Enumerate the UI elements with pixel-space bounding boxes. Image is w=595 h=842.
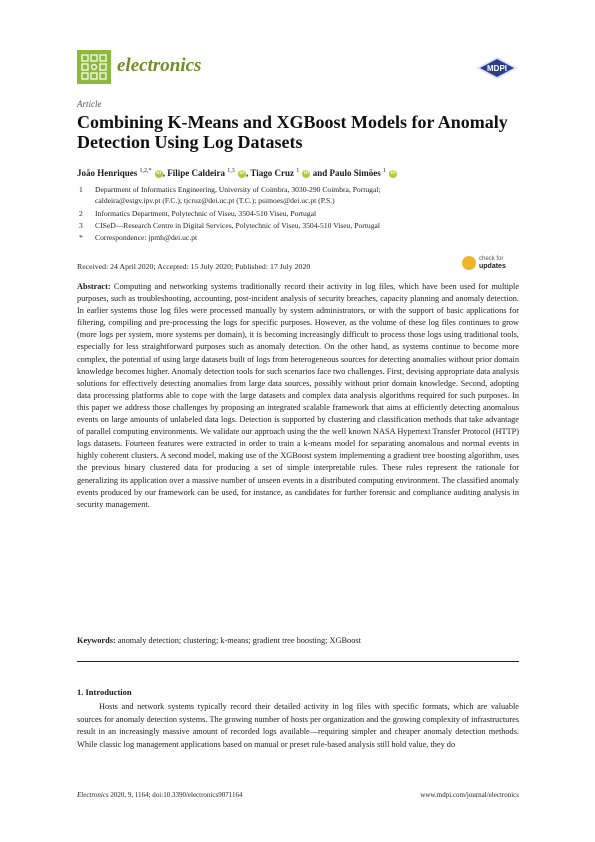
affiliation-text: Department of Informatics Engineering, University of Coimbra, 3030-290 Coimbra, Portugal;	[95, 185, 381, 194]
author-separator: and	[312, 168, 328, 178]
author-affiliation-marks: 1,2,*	[139, 168, 152, 174]
affiliation-text: Informatics Department, Polytechnic of Viseu, 3504-510 Viseu, Portugal	[95, 209, 317, 218]
footer-journal: Electronics	[77, 791, 109, 799]
orcid-icon[interactable]: iD	[156, 170, 162, 176]
keywords-text: anomaly detection; clustering; k-means; gradient tree boosting; XGBoost	[117, 636, 361, 645]
footer-citation	[77, 791, 242, 799]
section-divider	[77, 661, 519, 662]
author-list	[77, 168, 517, 178]
orcid-icon[interactable]: iD	[390, 170, 396, 176]
orcid-icon[interactable]: iD	[239, 170, 245, 176]
affiliation-mark: 2	[79, 209, 83, 218]
author-affiliation-marks: 1	[382, 168, 386, 174]
author-affiliation-marks: 1,3	[227, 168, 235, 174]
author-name: Paulo Simões	[329, 168, 381, 178]
author-affiliation-marks: 1	[296, 168, 300, 174]
author-separator: ,	[162, 168, 166, 178]
check-for-updates-badge[interactable]	[462, 254, 522, 274]
check-label: check for	[479, 256, 504, 262]
affiliation-mark: 1	[79, 185, 83, 194]
abstract-label: Abstract:	[77, 282, 111, 291]
updates-label: updates	[479, 263, 506, 270]
author-separator: ,	[246, 168, 249, 178]
abstract	[77, 281, 519, 511]
section-body: Hosts and network systems typically record their detailed activity in log files with specific formats, which are valuable sources for anomaly detection systems. The growing number of hosts per organization and the growing complexity of infrastructures result in an increasingly massive amount of recorded logs available—requiring simpler and cheaper anomaly detection methods. While classic log management applications based on manual or preset rule-based analysis still hold value, they do	[77, 702, 519, 749]
abstract-text: Computing and networking systems traditionally record their activity in log files, which have been used for multiple purposes, such as troubleshooting, accounting, post-incident analysis of security breaches, capacity planning and anomaly detection. In earlier systems those log files were processed manually by system administrators, or with the support of basic applications for filtering, compiling and pre-processing the logs for specific purposes. However, as the volume of these log files continues to grow (more logs per system, more systems per domain), it is becoming increasingly difficult to process those logs using traditional tools, especially for less straightforward purposes such as anomaly detection. On the other hand, as systems continue to become more complex, the potential of using large datasets built of logs from heterogeneous sources for detecting anomalies without prior domain knowledge becomes higher. Anomaly detection tools for such scenarios face two challenges. First, devising appropriate data analysis solutions for effectively detecting anomalies from large data sources, possibly without prior domain knowledge. Second, adopting data processing platforms able to cope with the large datasets and complex data analysis algorithms required for such purposes. In this paper we address those challenges by proposing an integrated scalable framework that aims at efficiently detecting anomalous events on large amounts of unlabeled data logs. Detection is supported by clustering and classification methods that take advantage of parallel computing environments. We validate our approach using the the well known NASA Hypertext Transfer Protocol (HTTP) logs datasets. Fourteen features were extracted in order to train a k-means model for separating anomalous and normal events in highly coherent clusters. A second model, making use of the XGBoost system implementing a gradient tree boosting algorithm, uses the previous binary clustered data for producing a set of simple interpretable rules. These rules represent the rationale for generalizing its application over a massive number of unseen events in a distributed computing environment. The classified anomaly events produced by our framework can be used, for instance, as candidates for further forensic and compliance auditing analysis in security management.	[77, 282, 520, 509]
author-name: João Henriques	[77, 168, 138, 178]
correspondence-mark: *	[79, 233, 83, 242]
section-heading: 1. Introduction	[77, 687, 132, 697]
paper-title: Combining K-Means and XGBoost Models for Anomaly Detection Using Log Datasets	[77, 112, 508, 152]
affiliation-emails[interactable]: caldeira@estgv.ipv.pt (F.C.); tjcruz@dei.uc.pt (T.C.); psimoes@dei.uc.pt (P.S.)	[95, 196, 335, 205]
publication-dates: Received: 24 April 2020; Accepted: 15 July 2020; Published: 17 July 2020	[77, 262, 311, 271]
author-name: Filipe Caldeira	[167, 168, 226, 178]
correspondence-text[interactable]: Correspondence: jpmh@dei.uc.pt	[95, 233, 198, 242]
journal-logo	[77, 50, 111, 84]
affiliation-text: CISeD—Research Centre in Digital Services, Polytechnic of Viseu, 3504-510 Viseu, Portugal	[95, 221, 380, 230]
orcid-icon[interactable]: iD	[303, 170, 309, 176]
author-name: Tiago Cruz	[250, 168, 294, 178]
affiliation-mark: 3	[79, 221, 83, 230]
keywords-label: Keywords:	[77, 636, 116, 645]
article-type: Article	[77, 99, 102, 109]
mdpi-logo-text: MDPI	[487, 64, 507, 73]
footer-url[interactable]: www.mdpi.com/journal/electronics	[420, 791, 519, 799]
keywords	[77, 635, 519, 647]
update-icon	[462, 256, 476, 270]
mdpi-logo	[476, 57, 518, 84]
journal-name: electronics	[117, 55, 202, 76]
footer-citation-text: 2020, 9, 1164; doi:10.3390/electronics9071164	[110, 791, 243, 799]
